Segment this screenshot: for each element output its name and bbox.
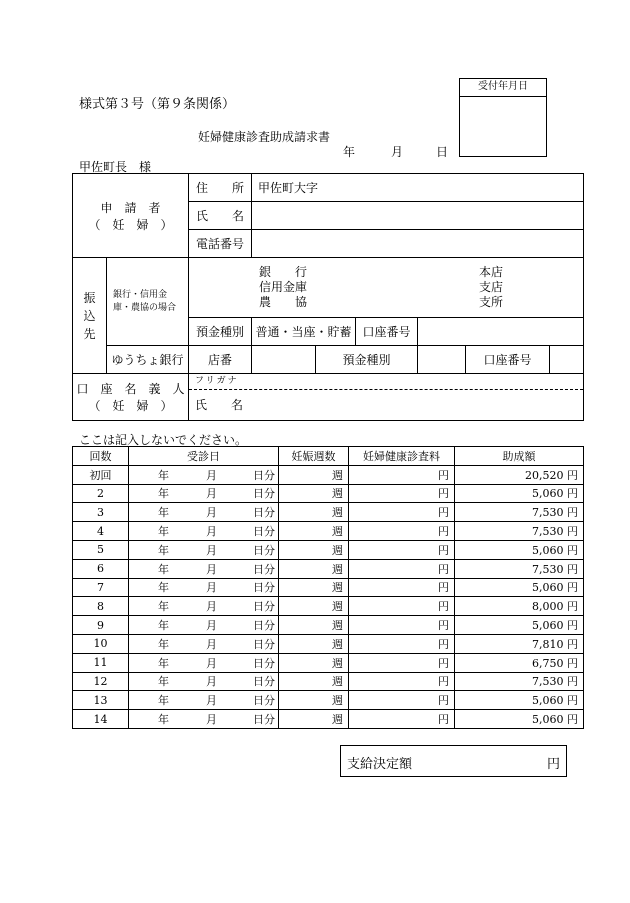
weeks-field[interactable] <box>279 616 349 635</box>
yen-unit: 円 <box>438 694 449 708</box>
weeks-field[interactable] <box>279 634 349 653</box>
week-unit: 週 <box>332 581 343 595</box>
fee-field[interactable] <box>349 484 455 503</box>
yen-unit: 円 <box>438 543 449 557</box>
visit-date-field[interactable] <box>129 710 279 729</box>
month-unit: 月 <box>206 581 217 595</box>
subsidy-amount: 20,520 円 <box>455 465 584 484</box>
fee-field[interactable] <box>349 691 455 710</box>
stamp-label: 受付年月日 <box>460 79 546 97</box>
yucho-label: ゆうちょ銀行 <box>107 346 189 374</box>
bank-type-credit: 信用金庫 <box>259 280 308 294</box>
week-unit: 週 <box>332 637 343 651</box>
yen-unit: 円 <box>438 600 449 614</box>
yen-unit: 円 <box>438 525 449 539</box>
year-unit: 年 <box>158 525 169 539</box>
yen-unit: 円 <box>438 506 449 520</box>
week-unit: 週 <box>332 468 343 482</box>
holder-sub-label: （ 妊 婦 ） <box>88 399 173 413</box>
year-unit: 年 <box>158 619 169 633</box>
visit-count: 3 <box>73 503 129 522</box>
subsidy-amount: 5,060 円 <box>455 616 584 635</box>
fee-field[interactable] <box>349 616 455 635</box>
year-unit: 年 <box>158 468 169 482</box>
yen-unit: 円 <box>438 619 449 633</box>
subsidy-amount: 7,810 円 <box>455 634 584 653</box>
visit-count: 9 <box>73 616 129 635</box>
week-unit: 週 <box>332 525 343 539</box>
visit-count: 12 <box>73 672 129 691</box>
branch-type-main: 本店 <box>479 265 504 279</box>
week-unit: 週 <box>332 562 343 576</box>
visit-date-field[interactable] <box>129 597 279 616</box>
bank-name-field[interactable] <box>189 258 584 318</box>
visit-count: 7 <box>73 578 129 597</box>
year-unit: 年 <box>158 637 169 651</box>
subsidy-amount: 7,530 円 <box>455 672 584 691</box>
visit-date-field[interactable] <box>129 634 279 653</box>
table-row <box>73 653 584 672</box>
applicant-name-field[interactable] <box>252 202 584 230</box>
month-unit: 月 <box>206 562 217 576</box>
month-unit: 月 <box>206 637 217 651</box>
weeks-field[interactable] <box>279 540 349 559</box>
fee-field[interactable] <box>349 559 455 578</box>
month-unit: 月 <box>206 713 217 727</box>
visit-date-field[interactable] <box>129 465 279 484</box>
visit-date-field[interactable] <box>129 540 279 559</box>
payment-decision-label: 支給決定額 <box>347 757 413 772</box>
week-unit: 週 <box>332 487 343 501</box>
table-row <box>73 503 584 522</box>
year-unit: 年 <box>158 713 169 727</box>
year-unit: 年 <box>158 543 169 557</box>
week-unit: 週 <box>332 600 343 614</box>
weeks-field[interactable] <box>279 559 349 578</box>
fee-field[interactable] <box>349 540 455 559</box>
visit-count: 11 <box>73 653 129 672</box>
visit-count: 13 <box>73 691 129 710</box>
fee-field[interactable] <box>349 634 455 653</box>
year-unit: 年 <box>158 656 169 670</box>
weeks-field[interactable] <box>279 484 349 503</box>
visit-date-field[interactable] <box>129 653 279 672</box>
subsidy-amount: 5,060 円 <box>455 540 584 559</box>
subsidy-amount: 5,060 円 <box>455 710 584 729</box>
applicant-section-label <box>73 174 189 258</box>
day-unit: 日分 <box>253 637 275 651</box>
visits-table <box>72 446 584 729</box>
application-table <box>72 173 584 421</box>
month-unit: 月 <box>206 600 217 614</box>
year-unit: 年 <box>158 487 169 501</box>
week-unit: 週 <box>332 506 343 520</box>
day-unit: 日分 <box>253 562 275 576</box>
day-unit: 日分 <box>253 600 275 614</box>
yucho-account-number-label: 口座番号 <box>466 346 550 374</box>
visit-count: 初回 <box>73 465 129 484</box>
applicant-sub-label: （ 妊 婦 ） <box>88 217 173 232</box>
table-row <box>73 634 584 653</box>
fee-field[interactable] <box>349 597 455 616</box>
table-row <box>73 710 584 729</box>
phone-field[interactable] <box>252 230 584 258</box>
deposit-type-label: 預金種別 <box>189 318 252 346</box>
subsidy-amount: 5,060 円 <box>455 578 584 597</box>
yen-unit: 円 <box>438 713 449 727</box>
date-day-label: 日 <box>436 145 449 159</box>
year-unit: 年 <box>158 675 169 689</box>
yen-unit: 円 <box>438 562 449 576</box>
header-checkup-fee: 妊婦健康診査料 <box>349 447 455 466</box>
month-unit: 月 <box>206 525 217 539</box>
day-unit: 日分 <box>253 525 275 539</box>
visit-count: 8 <box>73 597 129 616</box>
visit-date-field[interactable] <box>129 559 279 578</box>
week-unit: 週 <box>332 675 343 689</box>
visit-date-field[interactable] <box>129 503 279 522</box>
visit-count: 5 <box>73 540 129 559</box>
week-unit: 週 <box>332 619 343 633</box>
month-unit: 月 <box>206 694 217 708</box>
subsidy-amount: 6,750 円 <box>455 653 584 672</box>
subsidy-amount: 8,000 円 <box>455 597 584 616</box>
yen-unit: 円 <box>438 656 449 670</box>
yen-unit: 円 <box>438 637 449 651</box>
holder-label: 口 座 名 義 人 <box>76 382 185 396</box>
table-row <box>73 465 584 484</box>
account-number-label: 口座番号 <box>356 318 418 346</box>
visit-count: 6 <box>73 559 129 578</box>
table-row <box>73 597 584 616</box>
transfer-section-label: 振込先 <box>73 258 107 374</box>
table-row <box>73 616 584 635</box>
applicant-label: 申 請 者 <box>100 200 161 215</box>
header-subsidy: 助成額 <box>455 447 584 466</box>
year-unit: 年 <box>158 581 169 595</box>
table-row <box>73 522 584 541</box>
payment-decision-box[interactable] <box>340 745 567 777</box>
month-unit: 月 <box>206 506 217 520</box>
holder-name-label: 氏 名 <box>189 389 583 420</box>
visit-count: 10 <box>73 634 129 653</box>
year-unit: 年 <box>158 600 169 614</box>
weeks-field[interactable] <box>279 597 349 616</box>
bank-type-bank: 銀 行 <box>259 265 308 279</box>
fee-field[interactable] <box>349 503 455 522</box>
week-unit: 週 <box>332 713 343 727</box>
day-unit: 日分 <box>253 581 275 595</box>
weeks-field[interactable] <box>279 503 349 522</box>
branch-type-office: 支所 <box>479 295 504 309</box>
date-year-label: 年 <box>343 145 356 159</box>
holder-section-label <box>73 374 189 421</box>
table-row <box>73 484 584 503</box>
weeks-field[interactable] <box>279 522 349 541</box>
day-unit: 日分 <box>253 543 275 557</box>
visit-date-field[interactable] <box>129 484 279 503</box>
header-count: 回数 <box>73 447 129 466</box>
branch-type-branch: 支店 <box>479 280 504 294</box>
subsidy-amount: 7,530 円 <box>455 503 584 522</box>
yen-unit: 円 <box>438 487 449 501</box>
subsidy-amount: 5,060 円 <box>455 484 584 503</box>
visit-date-field[interactable] <box>129 691 279 710</box>
header-visit-date: 受診日 <box>129 447 279 466</box>
subsidy-amount: 7,530 円 <box>455 522 584 541</box>
fee-field[interactable] <box>349 710 455 729</box>
deposit-type-options[interactable]: 普通・当座・貯蓄 <box>252 318 356 346</box>
visit-count: 4 <box>73 522 129 541</box>
weeks-field[interactable] <box>279 465 349 484</box>
applicant-name-label: 氏 名 <box>189 202 252 230</box>
addressee: 甲佐町長 様 <box>79 160 152 174</box>
table-row <box>73 540 584 559</box>
year-unit: 年 <box>158 694 169 708</box>
holder-name-field[interactable] <box>189 374 584 421</box>
fee-field[interactable] <box>349 653 455 672</box>
fee-field[interactable] <box>349 522 455 541</box>
visit-count: 2 <box>73 484 129 503</box>
fee-field[interactable] <box>349 465 455 484</box>
month-unit: 月 <box>206 487 217 501</box>
yucho-account-number-field[interactable] <box>550 346 584 374</box>
weeks-field[interactable] <box>279 710 349 729</box>
form-title: 妊婦健康診査助成請求書 <box>198 130 331 144</box>
address-label: 住 所 <box>189 174 252 202</box>
header-weeks: 妊娠週数 <box>279 447 349 466</box>
day-unit: 日分 <box>253 487 275 501</box>
yen-unit: 円 <box>438 675 449 689</box>
day-unit: 日分 <box>253 468 275 482</box>
month-unit: 月 <box>206 619 217 633</box>
month-unit: 月 <box>206 656 217 670</box>
year-unit: 年 <box>158 506 169 520</box>
week-unit: 週 <box>332 543 343 557</box>
visit-date-field[interactable] <box>129 616 279 635</box>
day-unit: 日分 <box>253 713 275 727</box>
weeks-field[interactable] <box>279 672 349 691</box>
yucho-deposit-type-field[interactable] <box>418 346 466 374</box>
visit-date-field[interactable] <box>129 578 279 597</box>
day-unit: 日分 <box>253 656 275 670</box>
address-value: 甲佐町大字 <box>258 181 319 195</box>
payment-decision-unit: 円 <box>546 757 560 772</box>
month-unit: 月 <box>206 468 217 482</box>
week-unit: 週 <box>332 656 343 670</box>
reception-date-stamp-box[interactable] <box>459 78 547 157</box>
weeks-field[interactable] <box>279 653 349 672</box>
day-unit: 日分 <box>253 694 275 708</box>
store-number-field[interactable] <box>252 346 316 374</box>
visit-count: 14 <box>73 710 129 729</box>
fee-field[interactable] <box>349 672 455 691</box>
day-unit: 日分 <box>253 619 275 633</box>
weeks-field[interactable] <box>279 691 349 710</box>
table-row <box>73 578 584 597</box>
fee-field[interactable] <box>349 578 455 597</box>
phone-label: 電話番号 <box>189 230 252 258</box>
furigana-label: フリガナ <box>195 376 239 386</box>
visit-date-field[interactable] <box>129 672 279 691</box>
month-unit: 月 <box>206 675 217 689</box>
yucho-deposit-type-label: 預金種別 <box>316 346 418 374</box>
month-unit: 月 <box>206 543 217 557</box>
bank-type-agri: 農 協 <box>259 295 308 309</box>
office-use-note: ここは記入しないでください。 <box>79 433 248 447</box>
store-number-label: 店番 <box>189 346 252 374</box>
account-number-field[interactable] <box>418 318 584 346</box>
table-row <box>73 691 584 710</box>
table-row <box>73 672 584 691</box>
bank-case-label: 銀行・信用金庫・農協の場合 <box>107 258 189 346</box>
form-number: 様式第３号（第９条関係） <box>79 97 236 112</box>
table-row <box>73 559 584 578</box>
visit-date-field[interactable] <box>129 522 279 541</box>
subsidy-amount: 7,530 円 <box>455 559 584 578</box>
weeks-field[interactable] <box>279 578 349 597</box>
year-unit: 年 <box>158 562 169 576</box>
yen-unit: 円 <box>438 581 449 595</box>
day-unit: 日分 <box>253 675 275 689</box>
date-month-label: 月 <box>391 145 404 159</box>
yen-unit: 円 <box>438 468 449 482</box>
address-field[interactable] <box>252 174 584 202</box>
subsidy-amount: 5,060 円 <box>455 691 584 710</box>
day-unit: 日分 <box>253 506 275 520</box>
week-unit: 週 <box>332 694 343 708</box>
